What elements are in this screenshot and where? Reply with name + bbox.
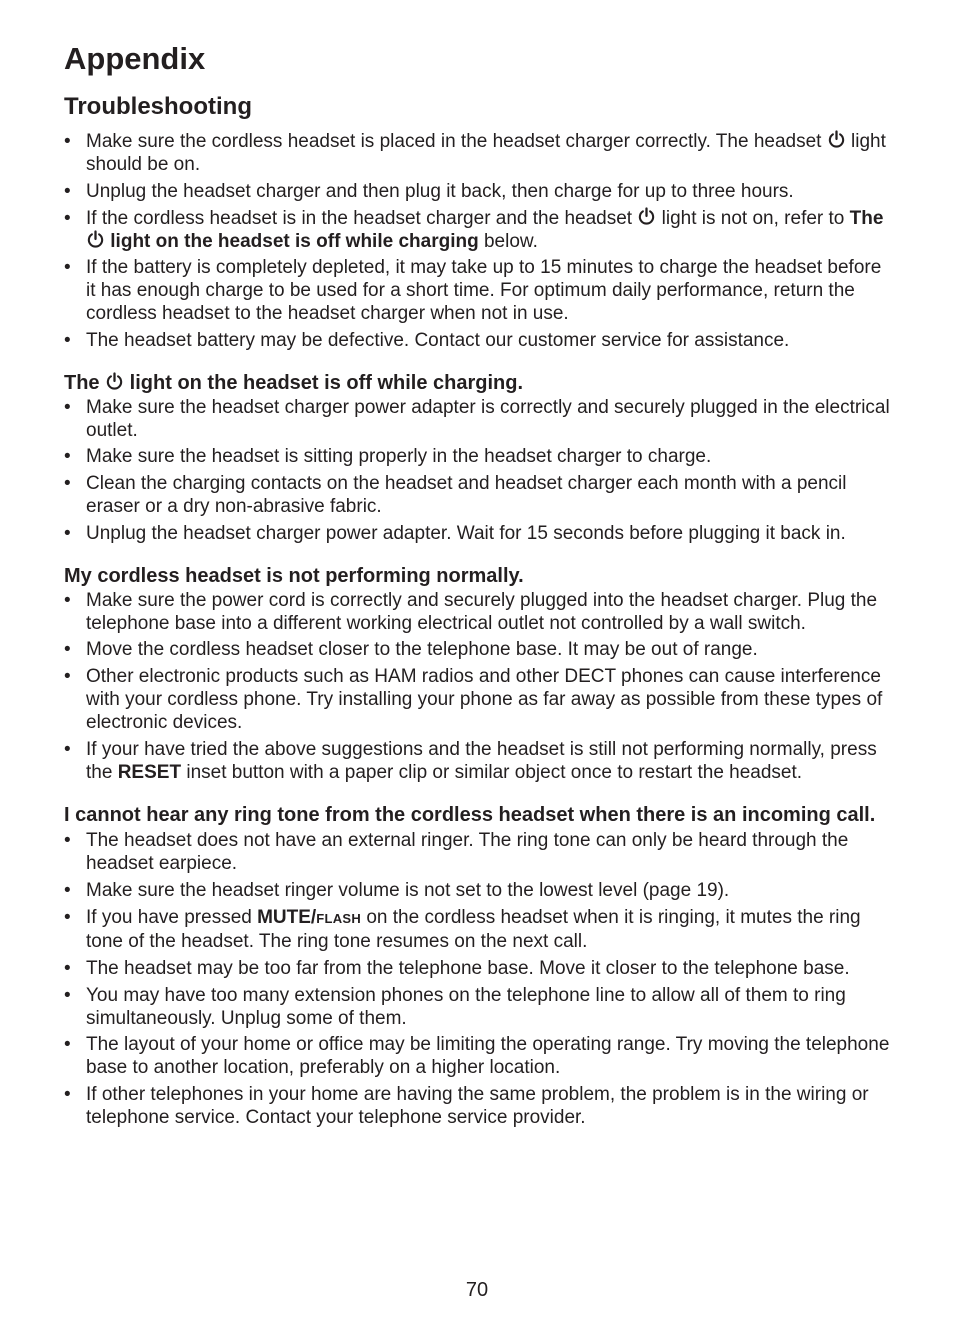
list-item: • If the cordless headset is in the headset charger and the headset light is not on, refer to The light on the headset is off while charging below. (64, 207, 890, 253)
heading-light-off: The light on the headset is off while charging. (64, 372, 524, 395)
list-item: • If your have tried the above suggestions and the headset is still not performing normally, press the RESET inset button with a paper clip or similar object once to restart the headset. (64, 738, 890, 784)
power-icon (105, 372, 124, 391)
list-item: • Other electronic products such as HAM radios and other DECT phones can cause interference with your cordless phone. Try installing your phone as far away as possible from these types of electronic devices. (64, 665, 890, 734)
power-icon (86, 230, 105, 249)
list-item: • Unplug the headset charger power adapter. Wait for 15 seconds before plugging it back in. (64, 522, 890, 545)
list-item: • Make sure the headset is sitting properly in the headset charger to charge. (64, 445, 890, 468)
mute-flash-key-label: MUTE/FLASH (257, 907, 362, 929)
cross-reference: The light on the headset is off while charging (86, 208, 883, 252)
list-item: • Clean the charging contacts on the headset and headset charger each month with a pencil eraser or a dry non-abrasive fabric. (64, 472, 890, 518)
list-item: • If you have pressed MUTE/FLASH on the cordless headset when it is ringing, it mutes the ring tone of the headset. The ring tone resumes on the next call. (64, 906, 890, 953)
list-item: • Unplug the headset charger and then plug it back, then charge for up to three hours. (64, 180, 890, 203)
list-item: • Make sure the headset charger power adapter is correctly and securely plugged in the electrical outlet. (64, 396, 890, 442)
content (64, 130, 890, 1133)
power-icon (827, 130, 846, 149)
no-ring-list (64, 829, 890, 1129)
list-item: • Make sure the headset ringer volume is not set to the lowest level (page 19). (64, 879, 890, 902)
list-item: • Make sure the power cord is correctly and securely plugged into the headset charger. Plug the telephone base into a different working electrical outlet not controlled by a wall switch. (64, 589, 890, 635)
page-title: Appendix (64, 41, 206, 76)
page-number: 70 (465, 1279, 489, 1301)
general-list (64, 130, 890, 352)
not-normal-list (64, 589, 890, 784)
list-item: • The layout of your home or office may be limiting the operating range. Try moving the telephone base to another location, preferably on a higher location. (64, 1033, 890, 1079)
heading-no-ring: I cannot hear any ring tone from the cordless headset when there is an incoming call. (64, 803, 876, 826)
list-item: • You may have too many extension phones on the telephone line to allow all of them to ring simultaneously. Unplug some of them. (64, 984, 890, 1030)
reset-key-label: RESET (117, 761, 182, 783)
list-item: • The headset may be too far from the telephone base. Move it closer to the telephone base. (64, 957, 890, 980)
list-item: • The headset battery may be defective. Contact our customer service for assistance. (64, 329, 890, 352)
section-title: Troubleshooting (64, 93, 252, 120)
list-item: • If the battery is completely depleted, it may take up to 15 minutes to charge the headset before it has enough charge to be used for a short time. For optimum daily performance, return the cordless headset to the headset charger when not in use. (64, 256, 890, 325)
list-item: • Make sure the cordless headset is placed in the headset charger correctly. The headset light should be on. (64, 130, 890, 176)
list-item: • Move the cordless headset closer to the telephone base. It may be out of range. (64, 638, 890, 661)
power-icon (637, 207, 656, 226)
list-item: • If other telephones in your home are having the same problem, the problem is in the wiring or telephone service. Contact your telephone service provider. (64, 1083, 890, 1129)
light-off-list (64, 396, 890, 545)
list-item: • The headset does not have an external ringer. The ring tone can only be heard through the headset earpiece. (64, 829, 890, 875)
heading-not-normal: My cordless headset is not performing normally. (64, 565, 524, 588)
